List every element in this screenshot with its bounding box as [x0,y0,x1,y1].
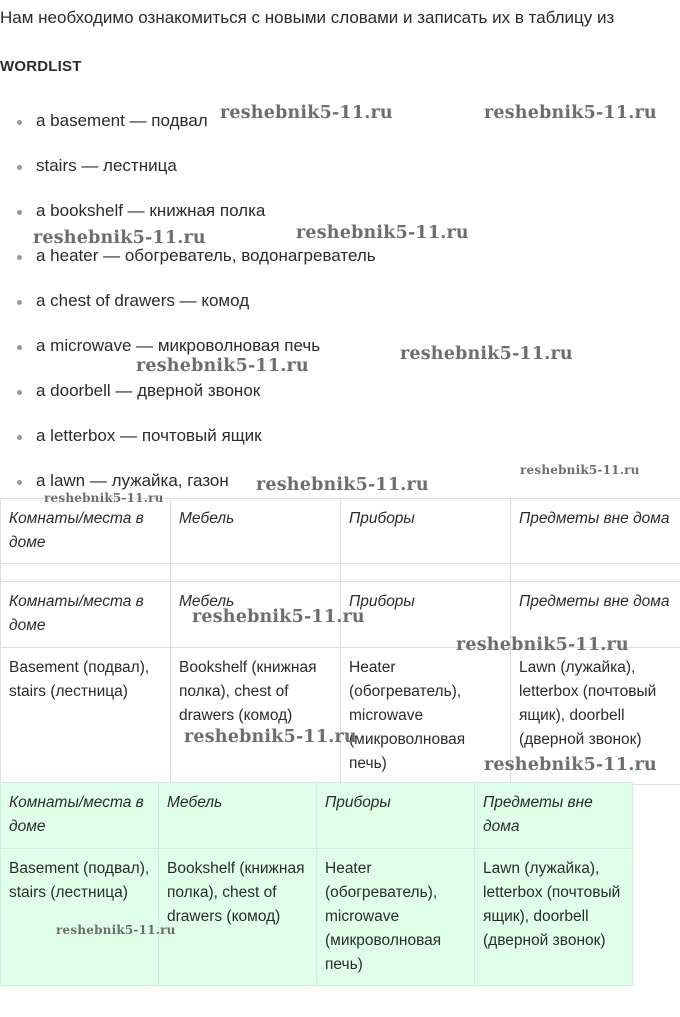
list-item [36,201,265,221]
header-cell: Комнаты/места в доме [1,582,171,648]
list-item-text: a letterbox — почтовый ящик [36,426,262,445]
header-cell: Комнаты/места в доме [1,783,159,849]
bullet-icon [17,345,22,350]
header-cell: Приборы [341,499,511,564]
table-cell: Heater (обогреватель), microwave (микроволновая печь) [341,648,511,785]
table-header-row [1,783,633,849]
wordlist-heading: WORDLIST [0,58,82,75]
table-cell: Bookshelf (книжная полка), chest of drawers (комод) [159,849,317,986]
list-item-text: a microwave — микроволновая печь [36,336,321,355]
table-header-row [1,499,680,564]
intro-text: Нам необходимо ознакомиться с новыми словами и записать их в таблицу из [0,8,615,27]
table-cell: Bookshelf (книжная полка), chest of drawers (комод) [171,648,341,785]
table-cell: Lawn (лужайка), letterbox (почтовый ящик), doorbell (дверной звонок) [511,648,680,785]
bullet-icon [17,435,22,440]
empty-cell [511,564,680,582]
list-item [36,381,260,401]
watermark: reshebnik5-11.ru [484,755,657,775]
watermark: reshebnik5-11.ru [56,923,176,937]
bullet-icon [17,255,22,260]
header-cell: Приборы [317,783,475,849]
bullet-icon [17,165,22,170]
header-cell: Предметы вне дома [475,783,633,849]
table-cell: Heater (обогреватель), microwave (микроволновая печь) [317,849,475,986]
list-item [36,426,262,446]
list-item-text: a basement — подвал [36,111,208,130]
list-item-text: stairs — лестница [36,156,177,175]
watermark: reshebnik5-11.ru [296,223,469,243]
watermark: reshebnik5-11.ru [400,344,573,364]
list-item-text: a heater — обогреватель, водонагреватель [36,246,376,265]
watermark: reshebnik5-11.ru [33,228,206,248]
header-cell: Мебель [159,783,317,849]
watermark: reshebnik5-11.ru [484,103,657,123]
table-cell: Basement (подвал), stairs (лестница) [1,648,171,785]
watermark: reshebnik5-11.ru [220,103,393,123]
empty-cell [341,564,511,582]
watermark: reshebnik5-11.ru [520,463,640,477]
list-item [36,156,177,176]
list-item-text: a lawn — лужайка, газон [36,471,229,490]
bullet-icon [17,390,22,395]
table-cell: Basement (подвал), stairs (лестница) [1,849,159,986]
header-cell: Мебель [171,582,341,648]
list-item [36,336,320,356]
watermark: reshebnik5-11.ru [44,491,164,505]
empty-cell [1,564,171,582]
watermark: reshebnik5-11.ru [192,607,365,627]
list-item-text: a bookshelf — книжная полка [36,201,266,220]
table-row [1,849,633,986]
empty-cell [171,564,341,582]
bullet-icon [17,480,22,485]
header-cell: Комнаты/места в доме [1,499,171,564]
watermark: reshebnik5-11.ru [256,475,429,495]
watermark: reshebnik5-11.ru [456,635,629,655]
list-item-text: a doorbell — дверной звонок [36,381,261,400]
header-cell: Предметы вне дома [511,499,680,564]
list-item [36,246,376,266]
header-cell: Мебель [171,499,341,564]
table-cell: Lawn (лужайка), letterbox (почтовый ящик), doorbell (дверной звонок) [475,849,633,986]
bullet-icon [17,120,22,125]
header-cell: Предметы вне дома [511,582,680,648]
watermark: reshebnik5-11.ru [136,356,309,376]
list-item [36,111,208,131]
list-item [36,291,249,311]
bullet-icon [17,300,22,305]
empty-row [1,564,680,582]
watermark: reshebnik5-11.ru [184,727,357,747]
list-item-text: a chest of drawers — комод [36,291,250,310]
categories-table-highlighted [0,782,633,986]
header-cell: Приборы [341,582,511,648]
list-item [36,471,229,491]
bullet-icon [17,210,22,215]
